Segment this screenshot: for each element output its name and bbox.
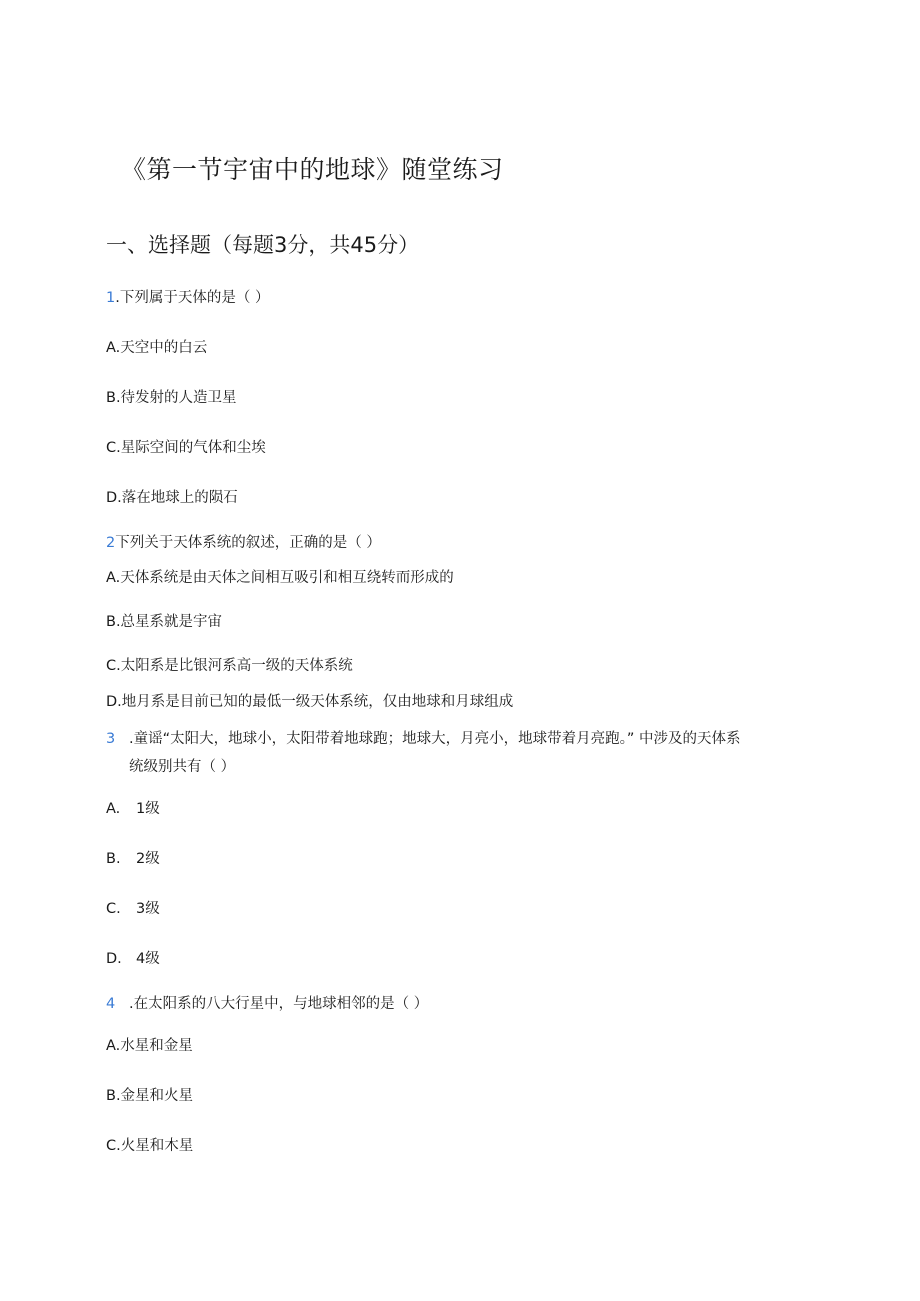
option-value: 4级 bbox=[136, 951, 160, 967]
q4-option-c: C.火星和木星 bbox=[106, 1138, 194, 1154]
question-3-text: .童谣“太阳大，地球小，太阳带着地球跑；地球大，月亮小，地球带着月亮跑。” 中涉及的天体系 bbox=[129, 731, 741, 747]
question-text: 下列关于天体系统的叙述，正确的是（ ） bbox=[115, 535, 381, 551]
question-2 bbox=[106, 533, 381, 553]
q2-option-a: A.天体系统是由天体之间相互吸引和相互绕转而形成的 bbox=[106, 570, 454, 586]
page-title: 《第一节宇宙中的地球》随堂练习 bbox=[121, 155, 504, 184]
option-letter: D. bbox=[106, 951, 122, 967]
question-text: .下列属于天体的是（ ） bbox=[115, 290, 270, 306]
q3-option-b bbox=[106, 849, 160, 869]
question-1 bbox=[106, 288, 269, 308]
question-number: 2 bbox=[106, 535, 116, 551]
q2-option-c: C.太阳系是比银河系高一级的天体系统 bbox=[106, 658, 353, 674]
q1-option-b: B.待发射的人造卫星 bbox=[106, 390, 237, 406]
q1-option-c: C.星际空间的气体和尘埃 bbox=[106, 440, 266, 456]
option-value: 2级 bbox=[136, 851, 160, 867]
q2-option-d: D.地月系是目前已知的最低一级天体系统，仅由地球和月球组成 bbox=[106, 694, 514, 710]
section-heading: 一、选择题（每题3分，共45分） bbox=[106, 233, 420, 257]
q1-option-d: D.落在地球上的陨石 bbox=[106, 490, 238, 506]
question-number: 1 bbox=[106, 290, 116, 306]
q2-option-b: B.总星系就是宇宙 bbox=[106, 614, 223, 630]
q1-option-a: A.天空中的白云 bbox=[106, 340, 208, 356]
q4-option-a: A.水星和金星 bbox=[106, 1038, 193, 1054]
option-letter: B. bbox=[106, 851, 121, 867]
option-letter: A. bbox=[106, 801, 121, 817]
question-3-number: 3 bbox=[106, 731, 116, 747]
option-value: 3级 bbox=[136, 901, 160, 917]
q4-option-b: B.金星和火星 bbox=[106, 1088, 194, 1104]
option-letter: C. bbox=[106, 901, 121, 917]
q3-option-d bbox=[106, 949, 160, 969]
option-value: 1级 bbox=[136, 801, 160, 817]
question-3-text-cont: 统级别共有（ ） bbox=[129, 759, 236, 775]
q3-option-a bbox=[106, 799, 160, 819]
question-4-text: .在太阳系的八大行星中，与地球相邻的是（ ） bbox=[129, 996, 429, 1012]
q3-option-c bbox=[106, 899, 160, 919]
question-4-number: 4 bbox=[106, 996, 116, 1012]
